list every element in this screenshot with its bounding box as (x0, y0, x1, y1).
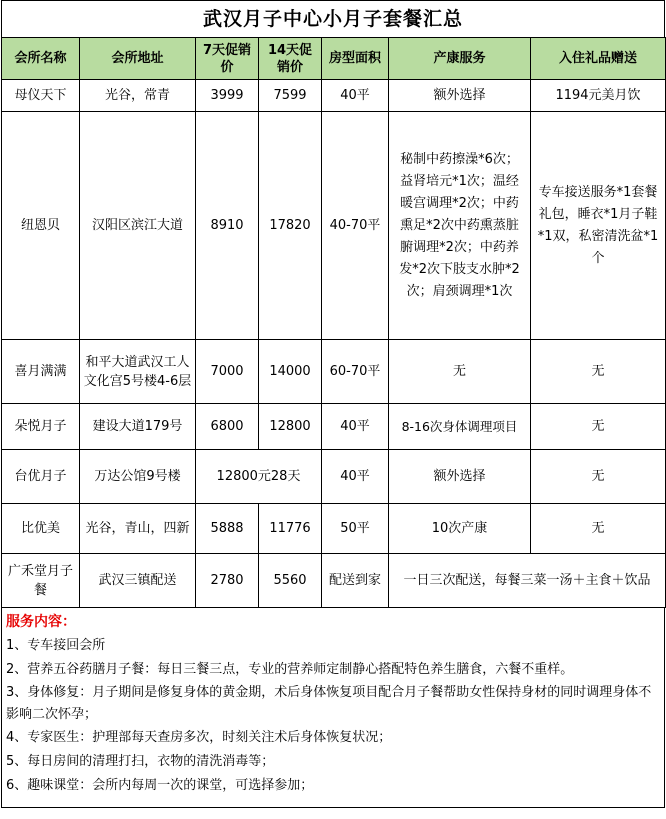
cell-price-14: 12800 (259, 404, 322, 450)
header-row (2, 38, 666, 80)
cell-area: 60-70平 (322, 340, 389, 404)
cell-name: 朵悦月子 (2, 404, 80, 450)
cell-address: 万达公馆9号楼 (80, 450, 196, 504)
cell-service: 额外选择 (389, 450, 531, 504)
package-table (1, 37, 666, 608)
cell-price-7: 6800 (196, 404, 259, 450)
cell-price-14: 17820 (259, 112, 322, 340)
service-notes (1, 608, 665, 808)
table-row (2, 340, 666, 404)
cell-gift: 专车接送服务*1套餐礼包，睡衣*1月子鞋*1双，私密清洗盆*1个 (531, 112, 666, 340)
cell-price-7: 5888 (196, 504, 259, 554)
note-item: 3、身体修复：月子期间是修复身体的黄金期，术后身体恢复项目配合月子餐帮助女性保持身材的同时调理身体不影响二次怀孕； (6, 685, 652, 722)
cell-name: 喜月满满 (2, 340, 80, 404)
cell-name: 纽恩贝 (2, 112, 80, 340)
cell-service: 额外选择 (389, 80, 531, 112)
header-address: 会所地址 (80, 38, 196, 80)
cell-gift: 1194元美月饮 (531, 80, 666, 112)
sheet-title: 武汉月子中心小月子套餐汇总 (1, 0, 665, 37)
cell-price-14: 14000 (259, 340, 322, 404)
header-price-14: 14天促销价 (259, 38, 322, 80)
cell-gift: 无 (531, 504, 666, 554)
cell-service: 秘制中药擦澡*6次；益肾培元*1次；温经暖宫调理*2次；中药熏足*2次中药熏蒸脏腑调理*2次；中药养发*2次下肢支水肿*2次；肩颈调理*1次 (389, 112, 531, 340)
cell-gift: 无 (531, 450, 666, 504)
note-item: 6、趣味课堂：会所内每周一次的课堂，可选择参加； (6, 778, 314, 793)
note-item: 5、每日房间的清理打扫，衣物的清洗消毒等； (6, 754, 275, 769)
table-row (2, 450, 666, 504)
header-gift: 入住礼品赠送 (531, 38, 666, 80)
cell-gift: 无 (531, 404, 666, 450)
cell-address: 武汉三镇配送 (80, 554, 196, 608)
cell-service-gift: 一日三次配送，每餐三菜一汤＋主食＋饮品 (389, 554, 666, 608)
cell-service: 10次产康 (389, 504, 531, 554)
cell-area: 40平 (322, 404, 389, 450)
cell-address: 汉阳区滨江大道 (80, 112, 196, 340)
package-summary-sheet (1, 0, 665, 808)
cell-address: 光谷，青山，四新 (80, 504, 196, 554)
header-area: 房型面积 (322, 38, 389, 80)
table-row (2, 112, 666, 340)
cell-price-14: 11776 (259, 504, 322, 554)
cell-area: 40平 (322, 80, 389, 112)
cell-price-7: 3999 (196, 80, 259, 112)
note-item: 4、专家医生：护理部每天查房多次，时刻关注术后身体恢复状况； (6, 730, 392, 745)
cell-price-7: 8910 (196, 112, 259, 340)
cell-service: 无 (389, 340, 531, 404)
cell-area: 50平 (322, 504, 389, 554)
cell-name: 比优美 (2, 504, 80, 554)
cell-price-7: 2780 (196, 554, 259, 608)
cell-price-14: 5560 (259, 554, 322, 608)
cell-price-7: 7000 (196, 340, 259, 404)
cell-name: 广禾堂月子餐 (2, 554, 80, 608)
cell-service: 8-16次身体调理项目 (389, 404, 531, 450)
cell-price-14: 7599 (259, 80, 322, 112)
table-row (2, 504, 666, 554)
notes-title: 服务内容： (6, 614, 76, 630)
table-row (2, 404, 666, 450)
cell-area: 配送到家 (322, 554, 389, 608)
table-row (2, 554, 666, 608)
cell-name: 母仪天下 (2, 80, 80, 112)
cell-name: 台优月子 (2, 450, 80, 504)
cell-area: 40-70平 (322, 112, 389, 340)
header-price-7: 7天促销价 (196, 38, 259, 80)
note-item: 2、营养五谷药膳月子餐：每日三餐三点，专业的营养师定制静心搭配特色养生膳食，六餐不重样。 (6, 662, 574, 677)
cell-address: 建设大道179号 (80, 404, 196, 450)
cell-gift: 无 (531, 340, 666, 404)
note-item: 1、专车接回会所 (6, 638, 106, 653)
cell-address: 和平大道武汉工人文化宫5号楼4-6层 (80, 340, 196, 404)
table-row (2, 80, 666, 112)
header-service: 产康服务 (389, 38, 531, 80)
cell-area: 40平 (322, 450, 389, 504)
cell-address: 光谷，常青 (80, 80, 196, 112)
header-name: 会所名称 (2, 38, 80, 80)
cell-price-combined: 12800元28天 (196, 450, 322, 504)
